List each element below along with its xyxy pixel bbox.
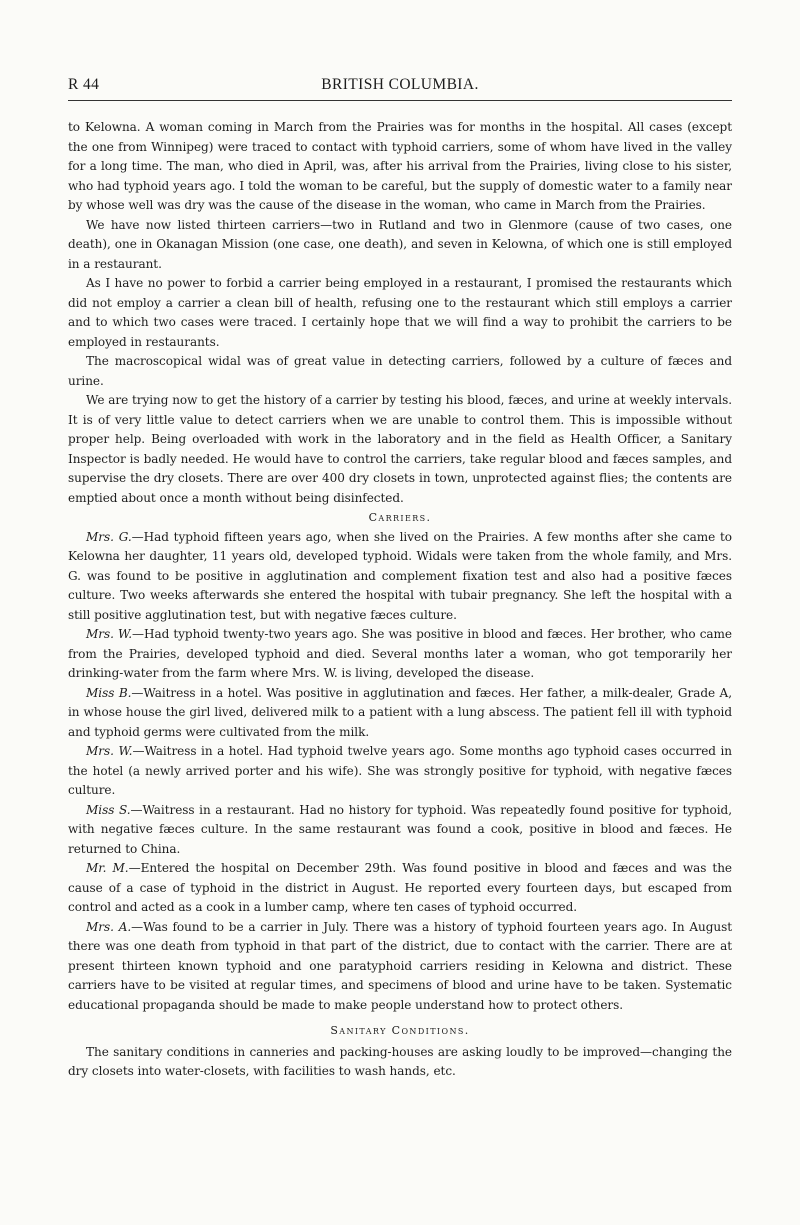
carrier-text: —Was found to be a carrier in July. There was a history of typhoid fourteen years ago. In August there was one death from typhoid in that part of the district, due to contact with the carrier. There are at present thirteen known typhoid and one paratyphoid carriers residing in Kelowna and district. These carriers have to be visited at regular times, and specimens of blood and urine have to be taken. Systematic educational propaganda should be made to make people understand how to protect others.	[68, 919, 733, 1012]
carrier-name: Mr. M.	[86, 861, 129, 875]
header-rule	[68, 100, 732, 101]
carrier-entry	[68, 684, 732, 743]
running-title: BRITISH COLUMBIA.	[321, 76, 479, 93]
carrier-text: —Waitress in a restaurant. Had no history for typhoid. Was repeatedly found positive for typhoid, with negative fæces culture. In the same restaurant was found a cook, positive in blood and fæces. He returned to China.	[68, 802, 732, 856]
body-text	[68, 118, 732, 1082]
carrier-entry	[68, 801, 732, 860]
carrier-text: —Entered the hospital on December 29th. Was found positive in blood and fæces and was the cause of a case of typhoid in the district in August. He reported every fourteen days, but escaped from control and acted as a cook in a lumber camp, where ten cases of typhoid occurred.	[68, 861, 732, 914]
carrier-entry	[68, 918, 732, 1016]
carrier-entry	[68, 528, 732, 626]
paragraph: We have now listed thirteen carriers—two in Rutland and two in Glenmore (cause of two cases, one death), one in Okanagan Mission (one case, one death), and seven in Kelowna, of which one is still employed in a restaurant.	[68, 217, 732, 271]
carrier-text: —Waitress in a hotel. Had typhoid twelve years ago. Some months ago typhoid cases occurred in the hotel (a newly arrived porter and his wife). She was strongly positive for typhoid, with negative fæces culture.	[68, 744, 732, 797]
paragraph: We are trying now to get the history of a carrier by testing his blood, fæces, and urine at weekly intervals. It is of very little value to detect carriers when we are unable to control them. This is impossible without proper help. Being overloaded with work in the laboratory and in the field as Health Officer, a Sanitary Inspector is badly needed. He would have to control the carriers, take regular blood and fæces samples, and supervise the dry closets. There are over 400 dry closets in town, unprotected against flies; the contents are emptied about once a month without being disinfected.	[68, 393, 732, 505]
carrier-entry	[68, 625, 732, 684]
carrier-text: —Had typhoid fifteen years ago, when she lived on the Prairies. A few months after she came to Kelowna her daughter, 11 years old, developed typhoid. Widals were taken from the whole family, and Mrs. G. was found to be positive in agglutination and complement fixation test and also had a positive fæces culture. Two weeks afterwards she entered the hospital with tubair pregnancy. She left the hospital with a still positive agglutination test, but with negative fæces culture.	[68, 529, 733, 622]
carrier-name: Miss S.	[86, 802, 131, 817]
carrier-entry	[68, 742, 732, 801]
page-number: R 44	[68, 76, 100, 93]
carrier-text: —Waitress in a hotel. Was positive in agglutination and fæces. Her father, a milk-dealer, Grade A, in whose house the girl lived, delivered milk to a patient with a lung abscess. The patient fell ill with typhoid and typhoid germs were cultivated from the milk.	[68, 685, 732, 739]
carrier-name: Miss B.	[86, 685, 132, 700]
section-heading-carriers: Carriers.	[368, 511, 432, 524]
paragraph: As I have no power to forbid a carrier being employed in a restaurant, I promised the restaurants which did not employ a carrier a clean bill of health, refusing one to the restaurant which still employs a carrier and to which two cases were traced. I certainly hope that we will find a way to prohibit the carriers to be employed in restaurants.	[68, 276, 732, 349]
carrier-text: —Had typhoid twenty-two years ago. She was positive in blood and fæces. Her brother, who came from the Prairies, developed typhoid and died. Several months later a woman, who got temporarily her drinking-water from the farm where Mrs. W. is living, developed the disease.	[68, 627, 732, 680]
carrier-name: Mrs. A.	[86, 919, 132, 934]
paragraph: to Kelowna. A woman coming in March from the Prairies was for months in the hospital. All cases (except the one from Winnipeg) were traced to contact with typhoid carriers, some of whom have lived in the valley for a long time. The man, who died in April, was, after his arrival from the Prairies, living close to his sister, who had typhoid years ago. I told the woman to be careful, but the supply of domestic water to a family near by whose well was dry was the cause of the disease in the woman, who came in March from the Prairies.	[68, 120, 732, 212]
paragraph: The macroscopical widal was of great value in detecting carriers, followed by a culture of fæces and urine.	[68, 354, 732, 388]
carrier-name: Mrs. W.	[86, 744, 133, 758]
carrier-name: Mrs. W.	[86, 627, 133, 641]
carrier-entry	[68, 859, 732, 918]
carrier-name: Mrs. G.	[86, 529, 132, 544]
paragraph: The sanitary conditions in canneries and packing-houses are asking loudly to be improved—changing the dry closets into water-closets, with facilities to wash hands, etc.	[68, 1044, 732, 1078]
section-heading-sanitary: Sanitary Conditions.	[330, 1024, 470, 1037]
